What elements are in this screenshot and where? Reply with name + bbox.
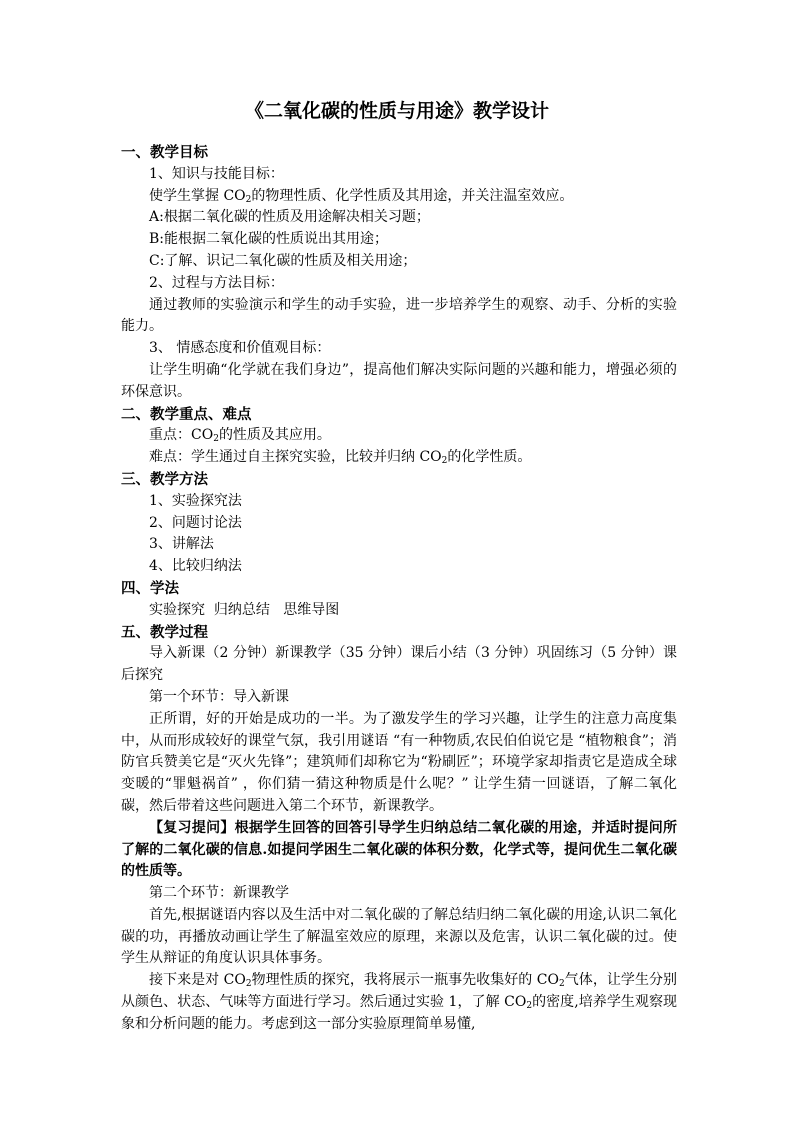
paragraph: 通过教师的实验演示和学生的动手实验，进一步培养学生的观察、动手、分析的实验能力。 (121, 296, 677, 335)
paragraph: 导入新课（2 分钟）新课教学（35 分钟）课后小结（3 分钟）巩固练习（5 分钟）课后探究 (121, 645, 677, 684)
paragraph: 让学生明确“化学就在我们身边”，提高他们解决实际问题的兴趣和能力，增强必须的环保意识。 (121, 361, 677, 400)
list-item: 4、比较归纳法 (149, 558, 242, 575)
section-heading-objectives: 一、教学目标 (121, 144, 208, 161)
paragraph: B:能根据二氧化碳的性质说出其用途； (149, 231, 389, 248)
section-heading-process: 五、教学过程 (121, 623, 208, 641)
paragraph: 3、 情感态度和价值观目标： (149, 340, 331, 357)
paragraph: 难点：学生通过自主探究实验，比较并归纳 $CO_2$的化学性质。 (149, 449, 532, 467)
paragraph: 重点：$CO_2$的性质及其应用。 (149, 427, 331, 445)
paragraph: A:根据二氧化碳的性质及用途解决相关习题； (149, 209, 430, 226)
paragraph: 正所谓，好的开始是成功的一半。为了激发学生的学习兴趣，让学生的注意力高度集中，从而形成较好的课堂气氛，我引用谜语 “有一种物质,农民伯伯说它是 “植物粮食”；消防官兵赞美它是“灭火先锋”；建筑师们却称它为“粉刷匠”；环境学家却指责它是造成全球变暖的“罪魁祸首” ，你们猜一猜这种物质是什么呢？” 让学生猜一回谜语，了解二氧化碳，然后带着这些问题进入第二个环节，新课教学。 (121, 710, 677, 814)
section-heading-key-points: 二、教学重点、难点 (121, 405, 252, 423)
paragraph: 2、过程与方法目标： (149, 274, 284, 291)
paragraph: 首先,根据谜语内容以及生活中对二氧化碳的了解总结归纳二氧化碳的用途,认识二氧化碳的功，再播放动画让学生了解温室效应的原理，来源以及危害，认识二氧化碳的过。使学生从辩证的角度认识具体事务。 (121, 906, 677, 967)
paragraph: 1、知识与技能目标： (149, 165, 284, 182)
paragraph: C:了解、识记二氧化碳的性质及相关用途； (149, 252, 417, 269)
paragraph: 第一个环节：导入新课 (149, 688, 289, 705)
paragraph: 第二个环节：新课教学 (149, 885, 289, 902)
section-heading-methods: 三、教学方法 (121, 470, 208, 488)
section-heading-learning: 四、学法 (121, 579, 179, 597)
list-item: 2、问题讨论法 (149, 514, 242, 531)
list-item: 3、讲解法 (149, 536, 214, 553)
paragraph: 实验探究 归纳总结 思维导图 (149, 601, 340, 618)
paragraph-bold: 【复习提问】根据学生回答的回答引导学生归纳总结二氧化碳的用途，并适时提问所了解的二氧化碳的信息.如提问学困生二氧化碳的体积分数，化学式等，提问优生二氧化碳的性质等。 (121, 819, 677, 880)
document-body (121, 142, 677, 1036)
paragraph: 接下来是对 $CO_2$物理性质的探究，我将展示一瓶事先收集好的 $CO_2$气体，让学生分别从颜色、状态、气味等方面进行学习。然后通过实验 1，了解 $CO_2$的密度,培养学生观察现象和分析问题的能力。考虑到这一部分实验原理简单易懂, (121, 972, 678, 1032)
document-title: 《二氧化碳的性质与用途》教学设计 (244, 100, 549, 122)
list-item: 1、实验探究法 (149, 492, 242, 509)
paragraph: 使学生掌握 $CO_2$的物理性质、化学性质及其用途，并关注温室效应。 (149, 187, 574, 205)
